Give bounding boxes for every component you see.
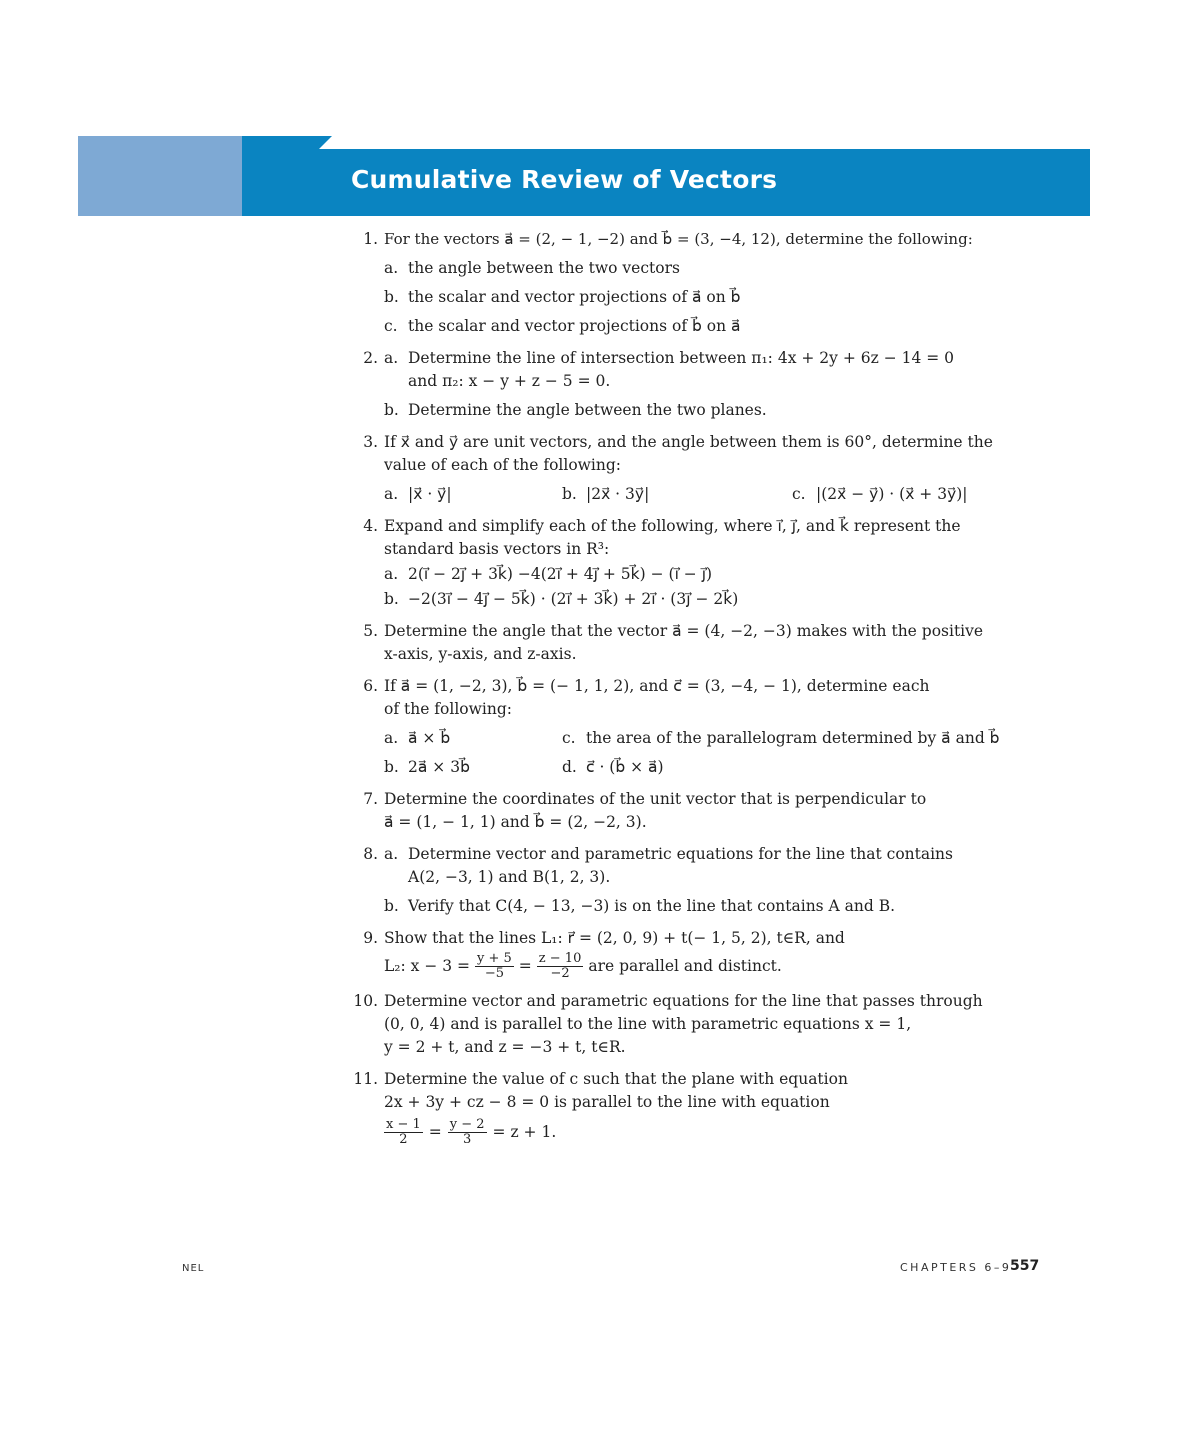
- fraction: [475, 952, 514, 981]
- footer-publisher: NEL: [182, 1263, 205, 1274]
- question-number: 6.: [363, 677, 378, 695]
- question-10: [350, 990, 1040, 1059]
- question-text: (0, 0, 4) and is parallel to the line with parametric equations x = 1,: [384, 1015, 912, 1033]
- question-text: For the vectors a⃗ = (2, − 1, −2) and b⃗ = (3, −4, 12), determine the following:: [384, 230, 973, 248]
- banner-tab: [242, 136, 318, 150]
- part-label: c.: [792, 485, 806, 503]
- equation-right: = z + 1.: [492, 1123, 557, 1141]
- part-label: a.: [384, 729, 399, 747]
- fraction-denominator: −2: [550, 966, 570, 981]
- part-text: 2a⃗ × 3b⃗: [408, 758, 470, 776]
- part-label: c.: [562, 729, 576, 747]
- question-4: [350, 515, 1040, 611]
- part-label: a.: [384, 485, 399, 503]
- part-label: a.: [384, 845, 399, 863]
- question-6: [350, 675, 1040, 779]
- equation-left: L₂: x − 3 =: [384, 957, 471, 975]
- part-c: [562, 727, 1000, 750]
- part-label: b.: [384, 897, 399, 915]
- question-text: Determine the coordinates of the unit vector that is perpendicular to: [384, 790, 927, 808]
- part-text: the scalar and vector projections of a⃗ on b⃗: [408, 288, 741, 306]
- fraction-numerator: y − 2: [449, 1117, 485, 1132]
- question-3: [350, 431, 1040, 506]
- question-number: 8.: [363, 845, 378, 863]
- fraction: [537, 952, 584, 981]
- page-number: 557: [1010, 1258, 1040, 1274]
- question-text: y = 2 + t, and z = −3 + t, t∈R.: [384, 1038, 626, 1056]
- footer-chapters: CHAPTERS 6–9: [900, 1261, 1012, 1274]
- part-a: [384, 483, 562, 506]
- part-label: d.: [562, 758, 577, 776]
- part-text: [408, 347, 1040, 393]
- part-label: b.: [384, 590, 399, 608]
- part-text: 2(i⃗ − 2j⃗ + 3k⃗) −4(2i⃗ + 4j⃗ + 5k⃗) − (i⃗ − j⃗): [408, 565, 713, 583]
- fraction: [384, 1118, 423, 1147]
- part-c: [384, 315, 1040, 338]
- question-text: standard basis vectors in R³:: [384, 540, 610, 558]
- part-a: [384, 257, 1040, 280]
- part-a: [384, 843, 1040, 889]
- question-number: 10.: [353, 992, 378, 1010]
- question-text: [384, 1118, 1040, 1147]
- part-c: [792, 483, 968, 506]
- question-text: Expand and simplify each of the following, where i⃗, j⃗, and k⃗ represent the: [384, 517, 961, 535]
- question-text: Determine the angle that the vector a⃗ = (4, −2, −3) makes with the positive: [384, 622, 984, 640]
- question-8: [350, 843, 1040, 918]
- part-text: Determine the angle between the two planes.: [408, 401, 767, 419]
- question-number: 11.: [353, 1070, 378, 1088]
- question-text: value of each of the following:: [384, 456, 622, 474]
- question-text: Show that the lines L₁: r⃗ = (2, 0, 9) + t(− 1, 5, 2), t∈R, and: [384, 929, 845, 947]
- question-number: 4.: [363, 517, 378, 535]
- question-number: 1.: [363, 230, 378, 248]
- part-text: the area of the parallelogram determined by a⃗ and b⃗: [586, 729, 1000, 747]
- part-text: |(2x⃗ − y⃗) · (x⃗ + 3y⃗)|: [816, 485, 968, 503]
- part-text: the scalar and vector projections of b⃗ on a⃗: [408, 317, 741, 335]
- fraction-numerator: y + 5: [477, 951, 512, 966]
- fraction-numerator: z − 10: [538, 951, 582, 966]
- question-text: of the following:: [384, 700, 512, 718]
- part-d: [562, 756, 664, 779]
- part-a: [384, 563, 1040, 586]
- part-b: [384, 399, 1040, 422]
- part-b: [384, 588, 1040, 611]
- page-title: Cumulative Review of Vectors: [351, 165, 778, 194]
- fraction: [448, 1118, 487, 1147]
- question-1: [350, 228, 1040, 338]
- part-b: [384, 756, 562, 779]
- question-number: 3.: [363, 433, 378, 451]
- part-text: |x⃗ · y⃗|: [408, 485, 452, 503]
- equals-sign: =: [428, 1123, 442, 1141]
- equation-right: are parallel and distinct.: [588, 957, 782, 975]
- question-11: [350, 1068, 1040, 1147]
- parts-row: [384, 756, 1040, 779]
- part-a: [384, 727, 562, 750]
- part-text: [408, 843, 1040, 889]
- part-text: the angle between the two vectors: [408, 259, 680, 277]
- part-line: Determine vector and parametric equations for the line that contains: [408, 845, 953, 863]
- question-5: [350, 620, 1040, 666]
- part-label: b.: [384, 401, 399, 419]
- question-text: If x⃗ and y⃗ are unit vectors, and the angle between them is 60°, determine the: [384, 433, 993, 451]
- parts-row: [384, 483, 1040, 506]
- part-line: A(2, −3, 1) and B(1, 2, 3).: [408, 868, 611, 886]
- question-text: 2x + 3y + cz − 8 = 0 is parallel to the line with equation: [384, 1093, 830, 1111]
- fraction-numerator: x − 1: [386, 1117, 421, 1132]
- question-2: [350, 347, 1040, 422]
- question-text: Determine vector and parametric equations for the line that passes through: [384, 992, 983, 1010]
- part-label: b.: [384, 288, 399, 306]
- question-list: [350, 228, 1040, 1156]
- part-label: b.: [384, 758, 399, 776]
- part-text: c⃗ · (b⃗ × a⃗): [586, 758, 664, 776]
- fraction-denominator: 2: [399, 1132, 408, 1147]
- question-text: Determine the value of c such that the plane with equation: [384, 1070, 848, 1088]
- banner-notch: [318, 136, 332, 150]
- question-text: x-axis, y-axis, and z-axis.: [384, 645, 577, 663]
- question-number: 5.: [363, 622, 378, 640]
- question-number: 7.: [363, 790, 378, 808]
- equals-sign: =: [518, 957, 532, 975]
- part-label: a.: [384, 259, 399, 277]
- part-b: [384, 286, 1040, 309]
- fraction-denominator: 3: [463, 1132, 472, 1147]
- part-label: b.: [562, 485, 577, 503]
- question-7: [350, 788, 1040, 834]
- part-text: −2(3i⃗ − 4j⃗ − 5k⃗) · (2i⃗ + 3k⃗) + 2i⃗ · (3j⃗ − 2k⃗): [408, 590, 739, 608]
- question-text: [384, 952, 1040, 981]
- question-9: [350, 927, 1040, 981]
- part-a: [384, 347, 1040, 393]
- part-b: [384, 895, 1040, 918]
- part-text: Verify that C(4, − 13, −3) is on the line that contains A and B.: [408, 897, 896, 915]
- part-label: a.: [384, 349, 399, 367]
- part-label: a.: [384, 565, 399, 583]
- fraction-denominator: −5: [484, 966, 504, 981]
- part-text: a⃗ × b⃗: [408, 729, 451, 747]
- question-number: 9.: [363, 929, 378, 947]
- part-b: [562, 483, 792, 506]
- part-line: and π₂: x − y + z − 5 = 0.: [408, 372, 611, 390]
- part-line: Determine the line of intersection between π₁: 4x + 2y + 6z − 14 = 0: [408, 349, 955, 367]
- part-text: |2x⃗ · 3y⃗|: [586, 485, 650, 503]
- parts-row: [384, 727, 1040, 750]
- part-label: c.: [384, 317, 398, 335]
- banner-left-block: [78, 136, 244, 216]
- question-text: If a⃗ = (1, −2, 3), b⃗ = (− 1, 1, 2), and c⃗ = (3, −4, − 1), determine each: [384, 677, 930, 695]
- question-number: 2.: [363, 349, 378, 367]
- question-text: a⃗ = (1, − 1, 1) and b⃗ = (2, −2, 3).: [384, 813, 647, 831]
